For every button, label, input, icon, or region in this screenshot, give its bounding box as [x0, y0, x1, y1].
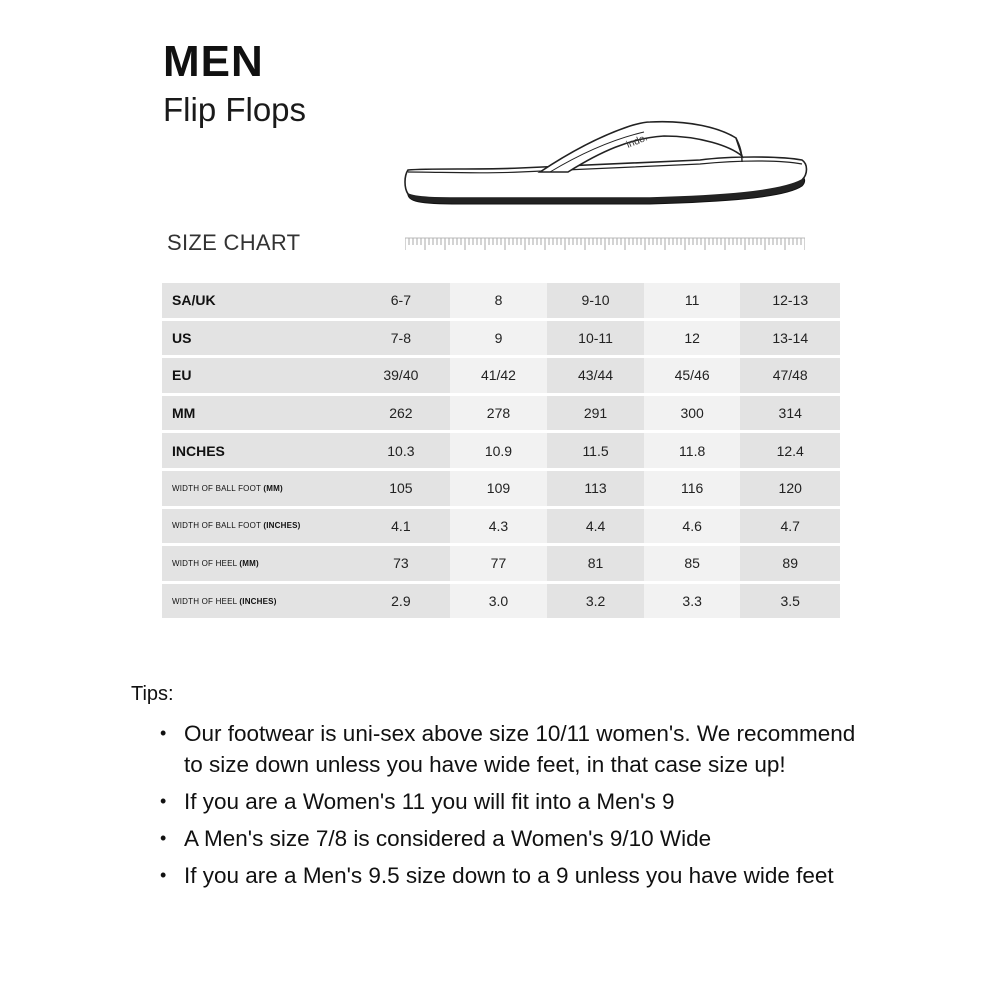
table-cell: 291: [547, 396, 644, 431]
tips-list: [160, 718, 860, 897]
tip-item: [160, 823, 860, 854]
table-row: [162, 509, 840, 544]
table-cell: 13-14: [740, 321, 840, 356]
table-cell: 6-7: [352, 283, 450, 318]
table-row: [162, 321, 840, 356]
tip-text: If you are a Women's 11 you will fit into a Men's 9: [184, 789, 675, 814]
tip-item: [160, 860, 860, 891]
row-header-label: SA/UK: [172, 292, 216, 309]
row-header: [162, 509, 352, 544]
table-cell: 314: [740, 396, 840, 431]
table-cell: 2.9: [352, 584, 450, 619]
table-cell: 77: [450, 546, 548, 581]
bullet-icon: •: [160, 865, 167, 885]
page-title: MEN: [163, 37, 264, 86]
table-cell: 4.7: [740, 509, 840, 544]
table-cell: 3.0: [450, 584, 548, 619]
table-cell: 262: [352, 396, 450, 431]
table-row: [162, 584, 840, 619]
row-header: [162, 584, 352, 619]
row-header: [162, 471, 352, 506]
table-row: [162, 433, 840, 468]
table-cell: 4.6: [644, 509, 741, 544]
row-header-label: US: [172, 329, 192, 346]
table-cell: 11: [644, 283, 741, 318]
table-cell: 3.5: [740, 584, 840, 619]
table-cell: 109: [450, 471, 548, 506]
table-cell: 73: [352, 546, 450, 581]
table-cell: 4.1: [352, 509, 450, 544]
table-cell: 9: [450, 321, 548, 356]
table-cell: 10-11: [547, 321, 644, 356]
row-header-label: EU: [172, 367, 192, 384]
table-row: [162, 283, 840, 318]
table-cell: 12-13: [740, 283, 840, 318]
table-cell: 300: [644, 396, 741, 431]
row-header-unit: (MM): [263, 483, 283, 493]
row-header-unit: (INCHES): [263, 521, 301, 531]
tip-item: [160, 718, 860, 780]
row-header-unit: (INCHES): [239, 596, 277, 606]
table-cell: 89: [740, 546, 840, 581]
table-cell: 3.2: [547, 584, 644, 619]
row-header-unit: (MM): [239, 558, 259, 568]
tip-text: A Men's size 7/8 is considered a Women's 9/10 Wide: [184, 826, 712, 851]
table-cell: 45/46: [644, 358, 741, 393]
table-cell: 120: [740, 471, 840, 506]
row-header: [162, 546, 352, 581]
table-cell: 12.4: [740, 433, 840, 468]
table-cell: 43/44: [547, 358, 644, 393]
table-cell: 4.4: [547, 509, 644, 544]
row-header-label: WIDTH OF HEEL: [172, 596, 240, 606]
bullet-icon: •: [160, 723, 167, 743]
row-header-label: INCHES: [172, 442, 225, 459]
table-cell: 10.9: [450, 433, 548, 468]
table-cell: 278: [450, 396, 548, 431]
table-cell: 81: [547, 546, 644, 581]
table-cell: 47/48: [740, 358, 840, 393]
table-cell: 39/40: [352, 358, 450, 393]
table-cell: 10.3: [352, 433, 450, 468]
table-cell: 11.5: [547, 433, 644, 468]
table-cell: 7-8: [352, 321, 450, 356]
row-header-label: WIDTH OF HEEL: [172, 558, 240, 568]
tip-item: [160, 786, 860, 817]
row-header-label: MM: [172, 405, 196, 422]
table-row: [162, 358, 840, 393]
size-table: [162, 280, 840, 621]
row-header: [162, 358, 352, 393]
tip-text: If you are a Men's 9.5 size down to a 9 unless you have wide feet: [184, 863, 834, 888]
table-cell: 116: [644, 471, 741, 506]
row-header: [162, 433, 352, 468]
tip-text: Our footwear is uni-sex above size 10/11 women's. We recommend to size down unless you have wide feet, in that case size up!: [184, 721, 856, 777]
row-header: [162, 283, 352, 318]
row-header: [162, 396, 352, 431]
table-cell: 105: [352, 471, 450, 506]
table-cell: 3.3: [644, 584, 741, 619]
table-cell: 4.3: [450, 509, 548, 544]
table-cell: 113: [547, 471, 644, 506]
row-header-label: WIDTH OF BALL FOOT: [172, 521, 264, 531]
row-header-label: WIDTH OF BALL FOOT: [172, 483, 264, 493]
flip-flop-illustration: [400, 112, 810, 212]
ruler-scale: [405, 236, 805, 252]
table-row: [162, 471, 840, 506]
table-cell: 85: [644, 546, 741, 581]
tips-title: Tips:: [131, 683, 174, 705]
bullet-icon: •: [160, 828, 167, 848]
size-chart-label: SIZE CHART: [167, 230, 301, 255]
table-cell: 11.8: [644, 433, 741, 468]
brand-mark: indo.: [625, 132, 650, 151]
table-cell: 41/42: [450, 358, 548, 393]
table-cell: 12: [644, 321, 741, 356]
bullet-icon: •: [160, 791, 167, 811]
row-header: [162, 321, 352, 356]
table-cell: 9-10: [547, 283, 644, 318]
table-cell: 8: [450, 283, 548, 318]
table-row: [162, 396, 840, 431]
table-row: [162, 546, 840, 581]
page-subtitle: Flip Flops: [163, 91, 307, 128]
